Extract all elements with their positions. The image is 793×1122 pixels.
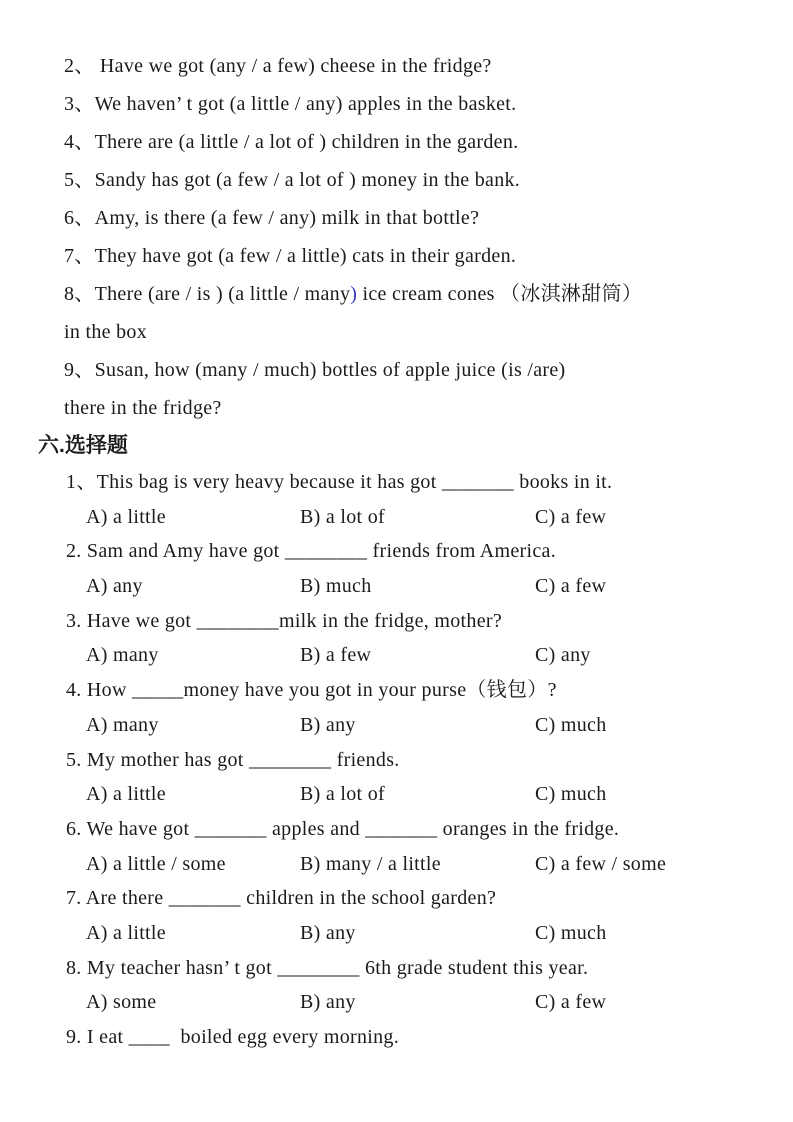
- option-3b: B) a few: [300, 644, 372, 667]
- option-8b: B) any: [300, 991, 356, 1014]
- option-4b: B) any: [300, 713, 356, 736]
- option-6a: A) a little / some: [86, 852, 226, 875]
- exercise-line-8-continuation: in the box: [64, 321, 147, 343]
- options-row-1: [86, 500, 793, 535]
- option-6c: C) a few / some: [535, 852, 667, 875]
- options-row-5: [86, 777, 793, 812]
- options-row-6: [86, 847, 793, 882]
- option-4a: A) many: [86, 713, 159, 736]
- option-4c: C) much: [535, 713, 607, 736]
- options-row-3: [86, 638, 793, 673]
- option-5a: A) a little: [86, 783, 166, 806]
- question-9: 9. I eat ____ boiled egg every morning.: [66, 1026, 400, 1048]
- question-2: 2. Sam and Amy have got ________ friends from America.: [66, 540, 556, 563]
- option-7b: B) any: [300, 921, 356, 944]
- option-1b: B) a lot of: [300, 505, 385, 528]
- exercise-line-7: 7、They have got (a few / a little) cats in their garden.: [64, 245, 517, 267]
- exercise-line-8: [64, 275, 793, 313]
- option-3c: C) any: [535, 644, 591, 667]
- question-3: 3. Have we got ________milk in the fridge, mother?: [66, 609, 503, 632]
- exercise-line-3: 3、We haven’ t got (a little / any) apples in the basket.: [64, 93, 517, 115]
- option-1a: A) a little: [86, 505, 166, 528]
- option-2c: C) a few: [535, 575, 607, 598]
- exercise-line-9: 9、Susan, how (many / much) bottles of apple juice (is /are): [64, 359, 566, 381]
- question-8: 8. My teacher hasn’ t got ________ 6th grade student this year.: [66, 956, 589, 979]
- section-heading: 六.选择题: [38, 434, 128, 457]
- question-6: 6. We have got _______ apples and _______ oranges in the fridge.: [66, 817, 620, 840]
- question-1: 1、This bag is very heavy because it has got _______ books in it.: [66, 471, 613, 493]
- bracket-choice-section: [0, 0, 793, 427]
- option-5b: B) a lot of: [300, 783, 385, 806]
- options-row-4: [86, 708, 793, 743]
- option-2b: B) much: [300, 575, 372, 598]
- exercise-line-8-tail: ice cream cones （冰淇淋甜筒）: [357, 283, 643, 305]
- exercise-line-5: 5、Sandy has got (a few / a lot of ) money in the bank.: [64, 169, 521, 191]
- question-4: 4. How _____money have you got in your purse（钱包）?: [66, 679, 557, 702]
- option-7c: C) much: [535, 921, 607, 944]
- exercise-line-6: 6、Amy, is there (a few / any) milk in that bottle?: [64, 207, 480, 229]
- options-row-8: [86, 985, 793, 1020]
- option-8c: C) a few: [535, 991, 607, 1014]
- exercise-line-8-text: 8、There (are / is ) (a little / many: [64, 283, 351, 305]
- option-8a: A) some: [86, 991, 157, 1014]
- exercise-line-4: 4、There are (a little / a lot of ) children in the garden.: [64, 131, 519, 153]
- option-5c: C) much: [535, 783, 607, 806]
- options-row-2: [86, 569, 793, 604]
- options-row-7: [86, 916, 793, 951]
- question-7: 7. Are there _______ children in the school garden?: [66, 887, 497, 910]
- exercise-line-9-continuation: there in the fridge?: [64, 397, 222, 419]
- multiple-choice-section: [0, 465, 793, 1055]
- blue-parenthesis: ): [350, 283, 358, 305]
- option-2a: A) any: [86, 575, 143, 598]
- option-1c: C) a few: [535, 505, 607, 528]
- option-7a: A) a little: [86, 921, 166, 944]
- option-6b: B) many / a little: [300, 852, 441, 875]
- option-3a: A) many: [86, 644, 159, 667]
- question-5: 5. My mother has got ________ friends.: [66, 748, 400, 771]
- exercise-line-2: 2、 Have we got (any / a few) cheese in the fridge?: [64, 55, 492, 77]
